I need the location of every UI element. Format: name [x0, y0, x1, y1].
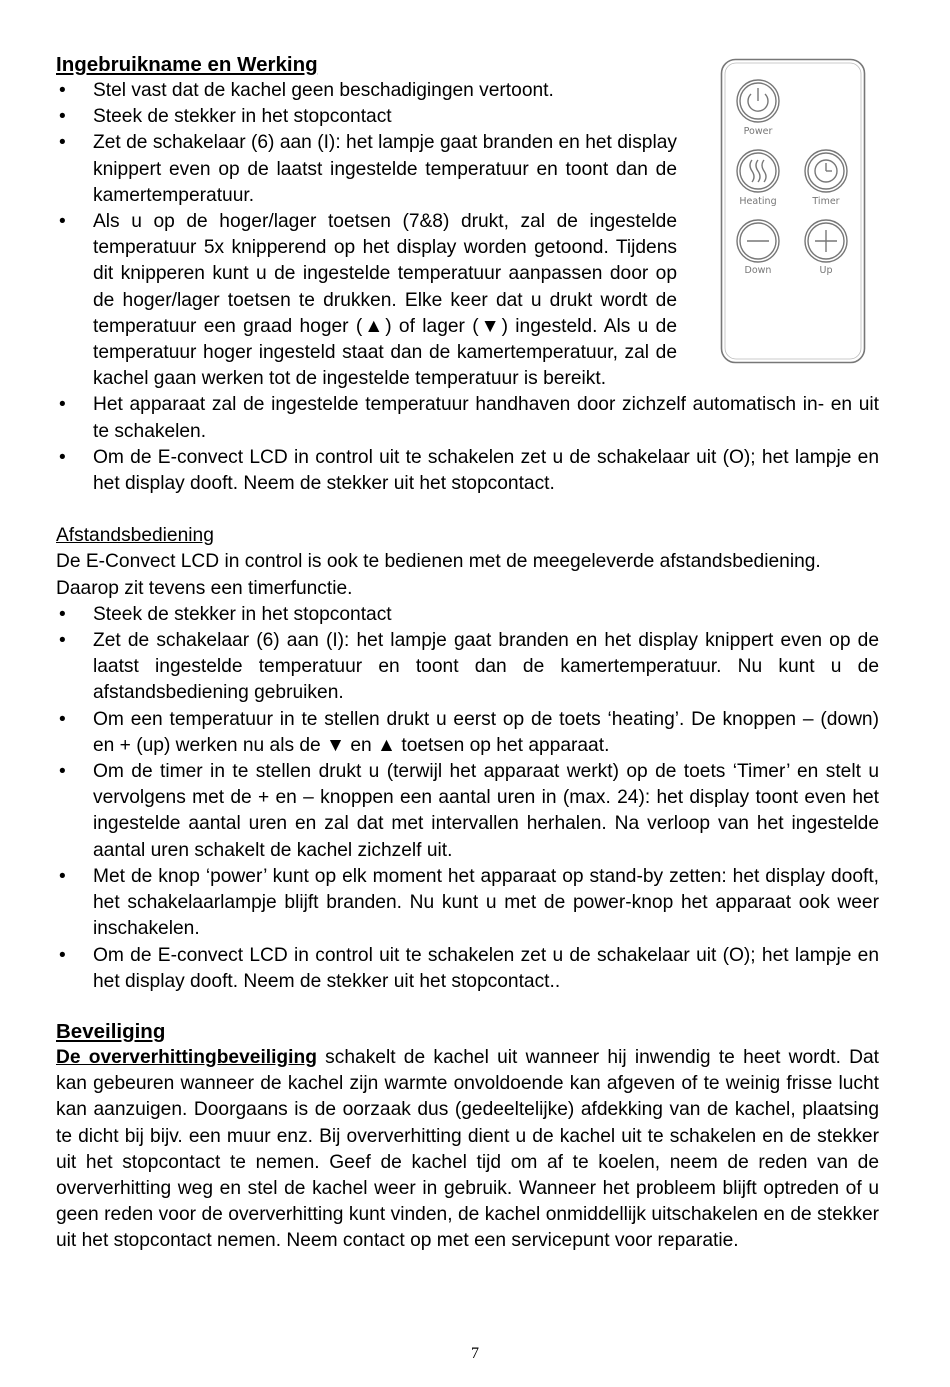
list-item: • Zet de schakelaar (6) aan (I): het lampje gaat branden en het display knippert even op de laatst ingestelde temperatuur en toont dan de kamertemperatuur.	[56, 130, 677, 209]
section-title-usage: Ingebruikname en Werking	[56, 53, 318, 76]
heating-icon	[737, 150, 779, 192]
section-subtitle-remote: Afstandsbediening	[56, 525, 214, 547]
list-item: • Met de knop ‘power’ kunt op elk moment het apparaat op stand-by zetten: het display dooft, het schakelaarlampje blijft branden. Nu kunt u met de power-knop het apparaat ook weer inschakelen.	[56, 864, 879, 943]
list-item: • Om de E-convect LCD in control uit te schakelen zet u de schakelaar uit (O); het lampje en het display dooft. Neem de stekker uit het stopcontact.	[56, 445, 879, 497]
section-title-safety: Beveiliging	[56, 1019, 166, 1043]
list-item: • Om de timer in te stellen drukt u (terwijl het apparaat werkt) op de toets ‘Timer’ en stelt u vervolgens met de + en – knoppen een aantal uren in (max. 24): het display toont even het ingestelde aantal uren en zal dat met intervallen herhalen. Na verloop van het ingestelde aantal uren schakelt de kachel zichzelf uit.	[56, 759, 879, 864]
minus-icon	[737, 220, 779, 262]
remote-list	[56, 602, 879, 995]
remote-label: Heating	[739, 196, 777, 207]
remote-label: Down	[744, 265, 772, 276]
remote-control-illustration	[720, 58, 866, 364]
list-item: • Om een temperatuur in te stellen drukt u eerst op de toets ‘heating’. De knoppen – (down) en + (up) werken nu als de ▼ en ▲ toetsen op het apparaat.	[56, 707, 879, 759]
list-item: • Steek de stekker in het stopcontact	[56, 104, 879, 130]
list-item: • Stel vast dat de kachel geen beschadigingen vertoont.	[56, 78, 879, 104]
remote-label: Power	[743, 126, 773, 137]
safety-paragraph	[56, 1045, 879, 1255]
remote-intro: De E-Convect LCD in control is ook te bedienen met de meegeleverde afstandsbediening. Daarop zit tevens een timerfunctie.	[56, 551, 821, 599]
list-item: • Zet de schakelaar (6) aan (I): het lampje gaat branden en het display knippert even op de laatst ingestelde temperatuur en toont dan de kamertemperatuur. Nu kunt u de afstandsbediening gebruiken.	[56, 628, 879, 707]
safety-body: schakelt de kachel uit wanneer hij inwendig te heet wordt. Dat kan gebeuren wanneer de kachel zijn warmte onvoldoende kan afgeven of te weinig frisse lucht kan aanzuigen. Doorgaans is de oorzaak dus (gedeeltelijke) afdekking van de kachel, plaatsing te dicht bij bijv. een muur enz. Bij oververhitting dient u de kachel uit te schakelen en de stekker uit het stopcontact te nemen. Geef de kachel tijd om af te koelen, neem de reden van de oververhitting weg en stel de kachel weer in gebruik. Wanneer het probleem blijft optreden of u geen reden voor de oververhitting kunt vinden, de kachel onmiddellijk uitschakelen en de stekker uit het stopcontact nemen. Neem contact op met een servicepunt voor reparatie.	[56, 1046, 879, 1252]
list-item: • Als u op de hoger/lager toetsen (7&8) drukt, zal de ingestelde temperatuur 5x knipperend op het display worden getoond. Tijdens dit knipperen kunt u de ingestelde temperatuur aanpassen door op de hoger/lager toetsen te drukken. Elke keer dat u drukt wordt de temperatuur een graad hoger (▲) of lager (▼) ingesteld. Als u de temperatuur hoger ingesteld staat dan de kamertemperatuur, zal de kachel gaan werken tot de ingestelde temperatuur is bereikt.	[56, 209, 677, 392]
timer-icon	[805, 150, 847, 192]
remote-label: Timer	[812, 196, 840, 207]
page-number: 7	[471, 1345, 479, 1362]
list-item: • Om de E-convect LCD in control uit te schakelen zet u de schakelaar uit (O); het lampje en het display dooft. Neem de stekker uit het stopcontact..	[56, 943, 879, 995]
plus-icon	[805, 220, 847, 262]
list-item: • Steek de stekker in het stopcontact	[56, 602, 879, 628]
list-item: • Het apparaat zal de ingestelde temperatuur handhaven door zichzelf automatisch in- en uit te schakelen.	[56, 392, 879, 444]
remote-label: Up	[819, 265, 833, 276]
power-icon	[737, 80, 779, 122]
safety-lead: De oververhittingbeveiliging	[56, 1046, 317, 1068]
